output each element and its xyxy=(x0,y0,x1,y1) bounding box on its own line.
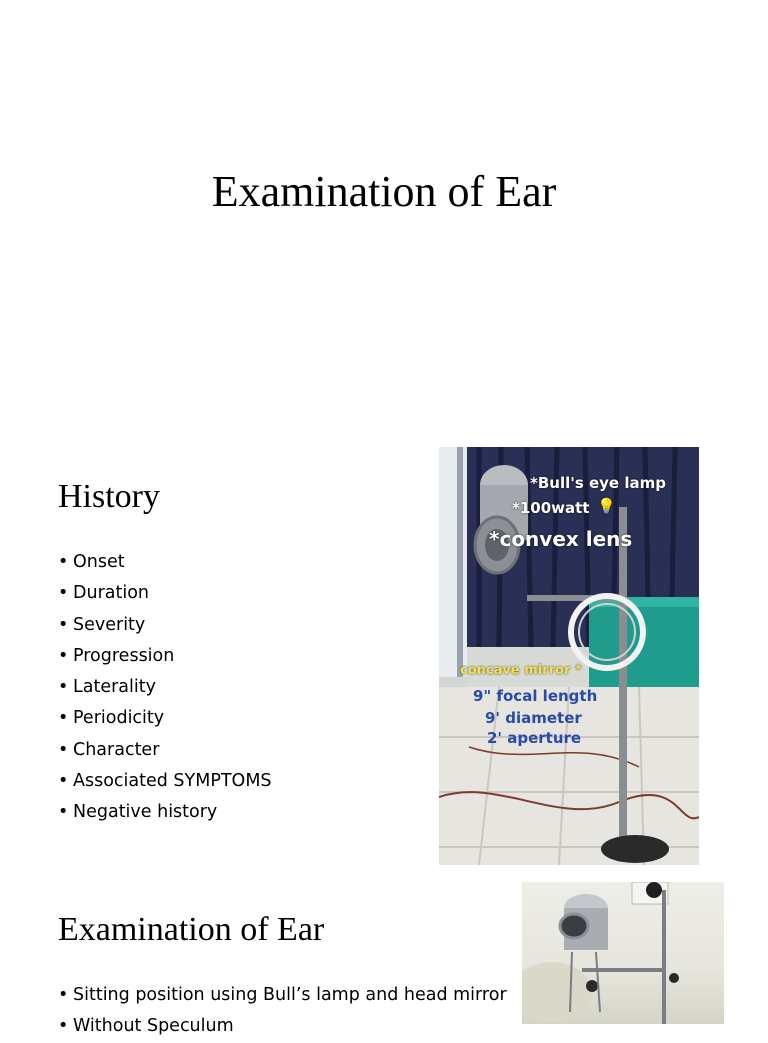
list-item: • Associated SYMPTOMS xyxy=(58,771,272,792)
exam-heading: Examination of Ear xyxy=(58,911,325,948)
photo-caption-line: concave mirror * xyxy=(460,663,582,678)
lamp-photo-2-drawing xyxy=(522,882,724,1024)
list-item: • Sitting position using Bull’s lamp and head mirror xyxy=(58,985,507,1005)
photo-caption-line: *convex lens xyxy=(489,527,633,551)
list-item: • Severity xyxy=(58,614,146,635)
list-item: • Periodicity xyxy=(58,708,165,729)
history-list xyxy=(58,547,272,829)
lamp-photo-2 xyxy=(522,882,724,1024)
list-item: • Without Speculum xyxy=(58,1016,234,1037)
history-heading: History xyxy=(58,478,160,515)
list-item: • Duration xyxy=(58,583,150,604)
exam-list xyxy=(58,980,507,1043)
slide-title: Examination of Ear xyxy=(211,167,557,216)
list-item: • Character xyxy=(58,739,160,760)
photo-caption-line: *100watt xyxy=(512,499,590,517)
list-item: • Onset xyxy=(58,552,125,572)
list-item: • Negative history xyxy=(58,802,218,823)
photo-caption-line: 9' diameter xyxy=(485,709,582,727)
list-item: • Progression xyxy=(58,645,175,666)
bulls-eye-lamp-photo xyxy=(439,447,699,865)
photo-caption-line: 2' aperture xyxy=(487,729,582,747)
bulb-icon: 💡 xyxy=(597,497,616,515)
list-item: • Laterality xyxy=(58,677,156,698)
photo-caption-line: 9" focal length xyxy=(473,687,598,705)
photo-caption-line: *Bull's eye lamp xyxy=(530,474,666,492)
